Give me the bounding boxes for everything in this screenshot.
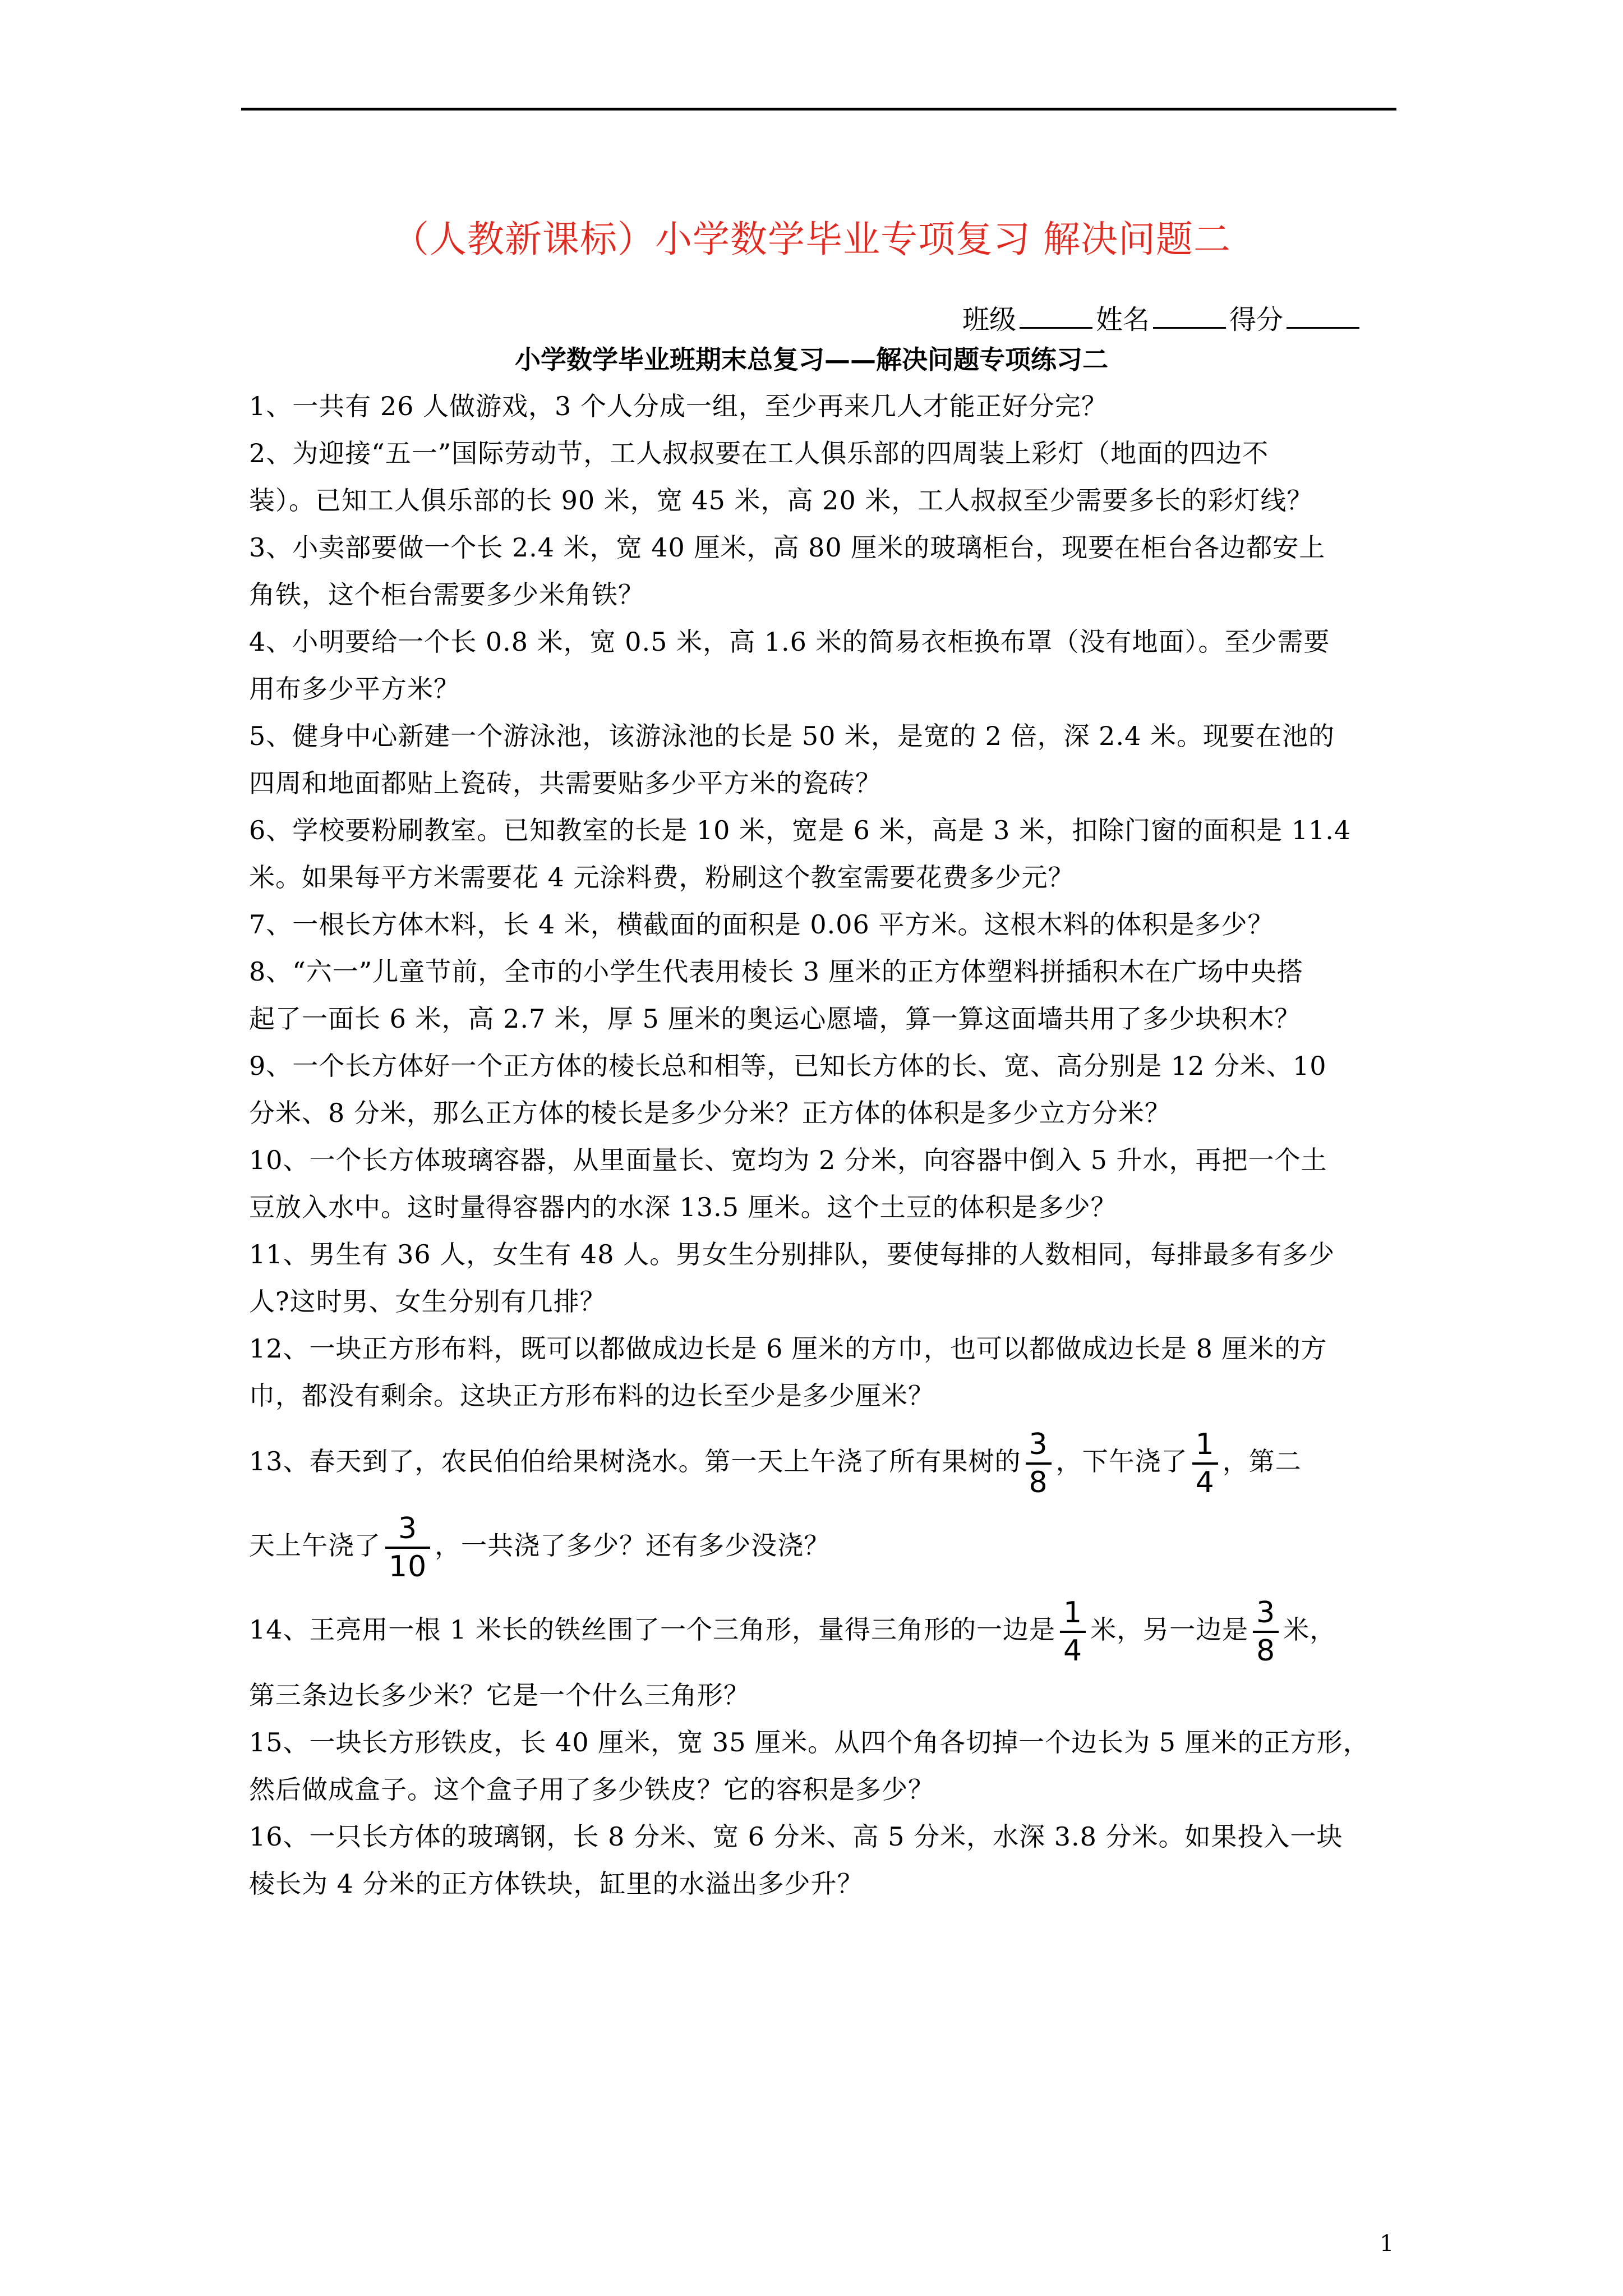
fraction-denominator: 8 bbox=[1256, 1634, 1276, 1668]
class-blank[interactable] bbox=[1020, 305, 1092, 329]
document-title: （人教新课标）小学数学毕业专项复习 解决问题二 bbox=[392, 218, 1231, 261]
question-7-line-1: 7、一根长方体木料，长 4 米，横截面的面积是 0.06 平方米。这根木料的体积是多少？ bbox=[249, 909, 1274, 940]
question-4-line-2: 用布多少平方米？ bbox=[249, 674, 460, 704]
question-12-line-1: 12、一块正方形布料，既可以都做成边长是 6 厘米的方巾，也可以都做成边长是 8 厘米的方 bbox=[249, 1333, 1327, 1364]
question-2-line-1: 2、为迎接“五一”国际劳动节，工人叔叔要在工人俱乐部的四周装上彩灯（地面的四边不 bbox=[249, 438, 1269, 468]
question-14-line-1 bbox=[249, 1588, 1415, 1672]
question-list bbox=[249, 383, 1415, 1907]
question-13-text-2: ，下午浇了 bbox=[1055, 1446, 1188, 1476]
question-8-line-2: 起了一面长 6 米，高 2.7 米，厚 5 厘米的奥运心愿墙，算一算这面墙共用了多少块积木？ bbox=[249, 1004, 1301, 1034]
fraction-numerator: 3 bbox=[1253, 1597, 1279, 1633]
name-label: 姓名 bbox=[1096, 304, 1150, 335]
question-14-text-1: 14、王亮用一根 1 米长的铁丝围了一个三角形，量得三角形的一边是 bbox=[249, 1614, 1056, 1645]
question-13-text-1: 13、春天到了，农民伯伯给果树浇水。第一天上午浇了所有果树的 bbox=[249, 1446, 1021, 1476]
question-5-line-1: 5、健身中心新建一个游泳池，该游泳池的长是 50 米，是宽的 2 倍，深 2.4 米。现要在池的 bbox=[249, 721, 1335, 751]
question-15-line-2: 然后做成盒子。这个盒子用了多少铁皮？它的容积是多少？ bbox=[249, 1774, 934, 1805]
question-14-text-2: 米，另一边是 bbox=[1090, 1614, 1249, 1645]
fraction-numerator: 3 bbox=[1026, 1429, 1052, 1465]
fraction-denominator: 4 bbox=[1195, 1466, 1215, 1499]
question-14-line-2: 第三条边长多少米？它是一个什么三角形？ bbox=[249, 1680, 750, 1710]
score-blank[interactable] bbox=[1287, 305, 1359, 329]
fraction-three-eighths bbox=[1026, 1429, 1052, 1498]
student-info-line bbox=[962, 300, 1363, 339]
question-11-line-2: 人?这时男、女生分别有几排？ bbox=[249, 1286, 606, 1317]
score-label: 得分 bbox=[1229, 304, 1284, 335]
fraction-one-quarter bbox=[1060, 1597, 1086, 1667]
question-16-line-1: 16、一只长方体的玻璃钢，长 8 分米、宽 6 分米、高 5 分米，水深 3.8 分米。如果投入一块 bbox=[249, 1821, 1343, 1852]
question-15-line-1: 15、一块长方形铁皮，长 40 厘米，宽 35 厘米。从四个角各切掉一个边长为 5 厘米的正方形， bbox=[249, 1727, 1370, 1757]
question-6-line-2: 米。如果每平方米需要花 4 元涂料费，粉刷这个教室需要花费多少元？ bbox=[249, 862, 1075, 892]
question-10-line-2: 豆放入水中。这时量得容器内的水深 13.5 厘米。这个土豆的体积是多少？ bbox=[249, 1192, 1117, 1222]
name-blank[interactable] bbox=[1153, 305, 1226, 329]
question-9-line-2: 分米、8 分米，那么正方体的棱长是多少分米？正方体的体积是多少立方分米？ bbox=[249, 1098, 1171, 1128]
question-3-line-2: 角铁，这个柜台需要多少米角铁？ bbox=[249, 579, 644, 610]
fraction-denominator: 8 bbox=[1029, 1466, 1048, 1499]
header-rule bbox=[241, 108, 1396, 111]
question-13-line-1 bbox=[249, 1419, 1415, 1503]
page-number: 1 bbox=[1380, 2231, 1394, 2257]
fraction-numerator: 3 bbox=[385, 1513, 430, 1549]
question-4-line-1: 4、小明要给一个长 0.8 米，宽 0.5 米，高 1.6 米的简易衣柜换布罩（没有地面）。至少需要 bbox=[249, 627, 1330, 657]
question-13-line-2 bbox=[249, 1503, 1415, 1588]
fraction-denominator: 10 bbox=[389, 1550, 427, 1584]
question-1-line-1: 1、一共有 26 人做游戏，3 个人分成一组，至少再来几人才能正好分完？ bbox=[249, 391, 1108, 421]
fraction-denominator: 4 bbox=[1063, 1634, 1083, 1668]
question-6-line-1: 6、学校要粉刷教室。已知教室的长是 10 米，宽是 6 米，高是 3 米，扣除门窗的面积是 11.4 bbox=[249, 815, 1352, 845]
fraction-one-quarter bbox=[1192, 1429, 1218, 1498]
question-8-line-1: 8、“六一”儿童节前，全市的小学生代表用棱长 3 厘米的正方体塑料拼插积木在广场中央搭 bbox=[249, 956, 1303, 987]
question-3-line-1: 3、小卖部要做一个长 2.4 米，宽 40 厘米，高 80 厘米的玻璃柜台，现要在柜台各边都安上 bbox=[249, 532, 1326, 563]
fraction-numerator: 1 bbox=[1060, 1597, 1086, 1633]
fraction-numerator: 1 bbox=[1192, 1429, 1218, 1465]
question-14-text-3: 米， bbox=[1283, 1614, 1336, 1645]
question-13-text-5: ，一共浇了多少？还有多少没浇？ bbox=[435, 1530, 831, 1561]
question-9-line-1: 9、一个长方体好一个正方体的棱长总和相等，已知长方体的长、宽、高分别是 12 分米、10 bbox=[249, 1051, 1327, 1081]
section-subtitle: 小学数学毕业班期末总复习——解决问题专项练习二 bbox=[515, 344, 1108, 375]
question-10-line-1: 10、一个长方体玻璃容器，从里面量长、宽均为 2 分米，向容器中倒入 5 升水，再把一个土 bbox=[249, 1145, 1327, 1175]
question-16-line-2: 棱长为 4 分米的正方体铁块，缸里的水溢出多少升？ bbox=[249, 1869, 864, 1899]
question-11-line-1: 11、男生有 36 人，女生有 48 人。男女生分别排队，要使每排的人数相同，每排最多有多少 bbox=[249, 1239, 1335, 1269]
question-2-line-2: 装）。已知工人俱乐部的长 90 米，宽 45 米，高 20 米，工人叔叔至少需要多长的彩灯线？ bbox=[249, 485, 1313, 516]
question-5-line-2: 四周和地面都贴上瓷砖，共需要贴多少平方米的瓷砖？ bbox=[249, 768, 882, 798]
question-13-text-3: ，第二 bbox=[1222, 1446, 1302, 1476]
fraction-three-eighths bbox=[1253, 1597, 1279, 1667]
question-13-text-4: 天上午浇了 bbox=[249, 1530, 381, 1561]
question-12-line-2: 巾，都没有剩余。这块正方形布料的边长至少是多少厘米？ bbox=[249, 1381, 934, 1411]
fraction-three-tenths bbox=[385, 1513, 430, 1582]
class-label: 班级 bbox=[962, 304, 1017, 335]
